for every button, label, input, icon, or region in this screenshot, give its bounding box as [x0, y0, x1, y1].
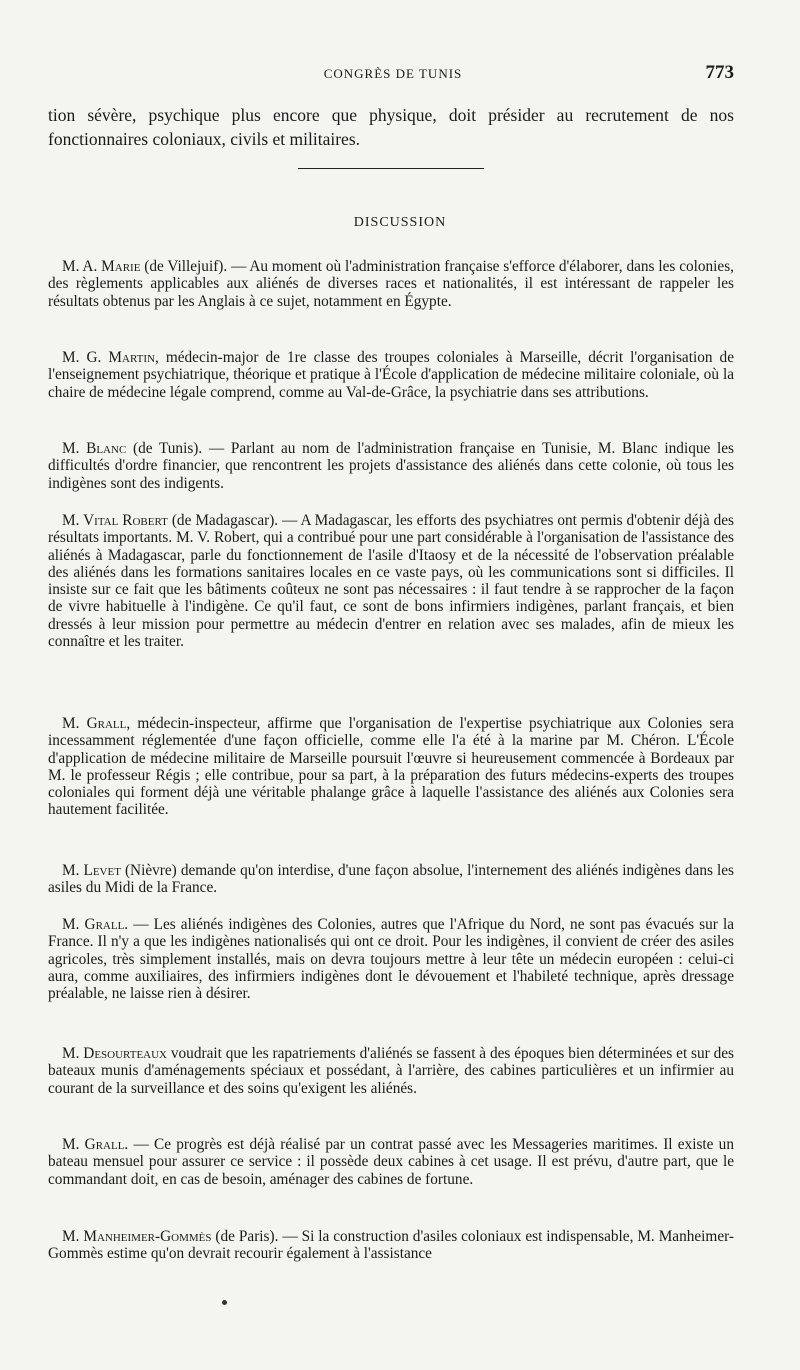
- speaker-name: M. G. Martin: [62, 349, 155, 366]
- discussion-paragraph-4: [48, 512, 734, 650]
- page-header: [48, 62, 738, 86]
- discussion-paragraph-8: [48, 1045, 734, 1097]
- paragraph-text: (Nièvre) demande qu'on interdise, d'une façon absolue, l'internement des aliénés indigènes dans les asiles du Midi de la France.: [48, 862, 734, 897]
- paragraph-text: (de Tunis). — Parlant au nom de l'administration française en Tunisie, M. Blanc indique les difficultés d'ordre financier, que rencontrent les projets d'assistance des aliénés dans cette colonie, où tous les indigènes sont des indigents.: [48, 440, 734, 492]
- discussion-paragraph-9: [48, 1136, 734, 1188]
- section-divider: [298, 168, 484, 169]
- paragraph-text: , médecin-major de 1re classe des troupes coloniales à Marseille, décrit l'organisation de l'enseignement psychiatrique, théorique et pratique à l'École d'application de médecine militaire coloniale, où la chaire de médecine légale comprend, comme au Val-de-Grâce, la psychiatrie dans ses attributions.: [48, 349, 734, 401]
- running-head: CONGRÈS DE TUNIS: [323, 66, 463, 81]
- paragraph-text: (de Villejuif). — Au moment où l'administration française s'efforce d'élaborer, dans les colonies, des règlements applicables aux aliénés de diverses races et nationalités, il est intéressant de rappeler les résultats obtenus par les Anglais à ce sujet, notamment en Égypte.: [48, 258, 734, 310]
- speaker-name: M. Vital Robert: [62, 512, 168, 529]
- paragraph-text: , médecin-inspecteur, affirme que l'organisation de l'expertise psychiatrique aux Colonies sera incessamment réglementée d'une façon officielle, comme elle l'a été à la marine par M. Chéron. L'École d'application de médecine militaire de Marseille poursuit l'œuvre si heureusement commencée à Bordeaux par M. le professeur Régis ; elle contribue, pour sa part, à la préparation des futurs médecins-experts des troupes coloniales qui forment déjà une véritable phalange grâce à laquelle l'assistance des aliénés aux Colonies sera hautement facilitée.: [48, 715, 734, 819]
- discussion-paragraph-6: [48, 862, 734, 897]
- paragraph-text: (de Madagascar). — A Madagascar, les efforts des psychiatres ont permis d'obtenir déjà des résultats importants. M. V. Robert, qui a contribué pour une part considérable à l'organisation de l'assistance des aliénés à Madagascar, parle du fonctionnement de l'asile d'Itaosy et de la nécessité de l'observation préalable des aliénés dans les formations sanitaires locales en ce vaste pays, où les communications sont si difficiles. Il insiste sur ce fait que les bâtiments coûteux ne sont pas nécessaires : il faut tendre à se rapprocher de la façon de vivre habituelle à l'indigène. Ce qu'il faut, ce sont de bons infirmiers indigènes, parlant français, et bien dressés à leur mission pour permettre au médecin d'entrer en relation avec ses malades, afin de mieux les connaître et les traiter.: [48, 512, 734, 651]
- speaker-name: M. Grall: [62, 1136, 125, 1153]
- discussion-paragraph-5: [48, 715, 734, 819]
- discussion-paragraph-1: [48, 258, 734, 310]
- section-title: DISCUSSION: [353, 215, 447, 230]
- speaker-name: M. Grall: [62, 916, 125, 933]
- speaker-name: M. Grall: [62, 715, 127, 732]
- discussion-paragraph-10: [48, 1228, 734, 1263]
- paragraph-text: (de Paris). — Si la construction d'asiles coloniaux est indispensable, M. Manheimer-Gommès estime qu'on devrait recourir également à l'assistance: [48, 1228, 734, 1263]
- lead-paragraph: tion sévère, psychique plus encore que physique, doit présider au recrutement de nos fonctionnaires coloniaux, civils et militaires.: [48, 105, 734, 149]
- ink-spot: [222, 1300, 227, 1305]
- speaker-name: M. Levet: [62, 862, 121, 879]
- paragraph-text: voudrait que les rapatriements d'aliénés se fassent à des époques bien déterminées et sur des bateaux munis d'aménagements spéciaux et possédant, à l'arrière, des cabines particulières et un infirmier au courant de la surveillance et des soins qu'exigent les aliénés.: [48, 1045, 734, 1097]
- discussion-paragraph-2: [48, 349, 734, 401]
- paragraph-text: . — Ce progrès est déjà réalisé par un contrat passé avec les Messageries maritimes. Il existe un bateau mensuel pour assurer ce service : il possède deux cabines à cet usage. Il est prévu, d'autre part, que le commandant doit, en cas de besoin, aménager des cabines de fortune.: [48, 1136, 734, 1188]
- speaker-name: M. Manheimer-Gommès: [62, 1228, 212, 1245]
- speaker-name: M. A. Marie: [62, 258, 141, 275]
- paragraph-text: . — Les aliénés indigènes des Colonies, autres que l'Afrique du Nord, ne sont pas évacués sur la France. Il n'y a que les indigènes nationalisés qui ont ce droit. Pour les indigènes, il convient de créer des asiles agricoles, très simplement installés, mais on devra toujours mettre à leur tête un médecin européen : celui-ci aura, comme auxiliaires, des infirmiers indigènes dont le dévouement et l'habileté technique, après dressage préalable, ne laisse rien à désirer.: [48, 916, 734, 1003]
- speaker-name: M. Desourteaux: [62, 1045, 168, 1062]
- discussion-paragraph-3: [48, 440, 734, 492]
- speaker-name: M. Blanc: [62, 440, 127, 457]
- page-number: 773: [705, 62, 734, 83]
- discussion-paragraph-7: [48, 916, 734, 1002]
